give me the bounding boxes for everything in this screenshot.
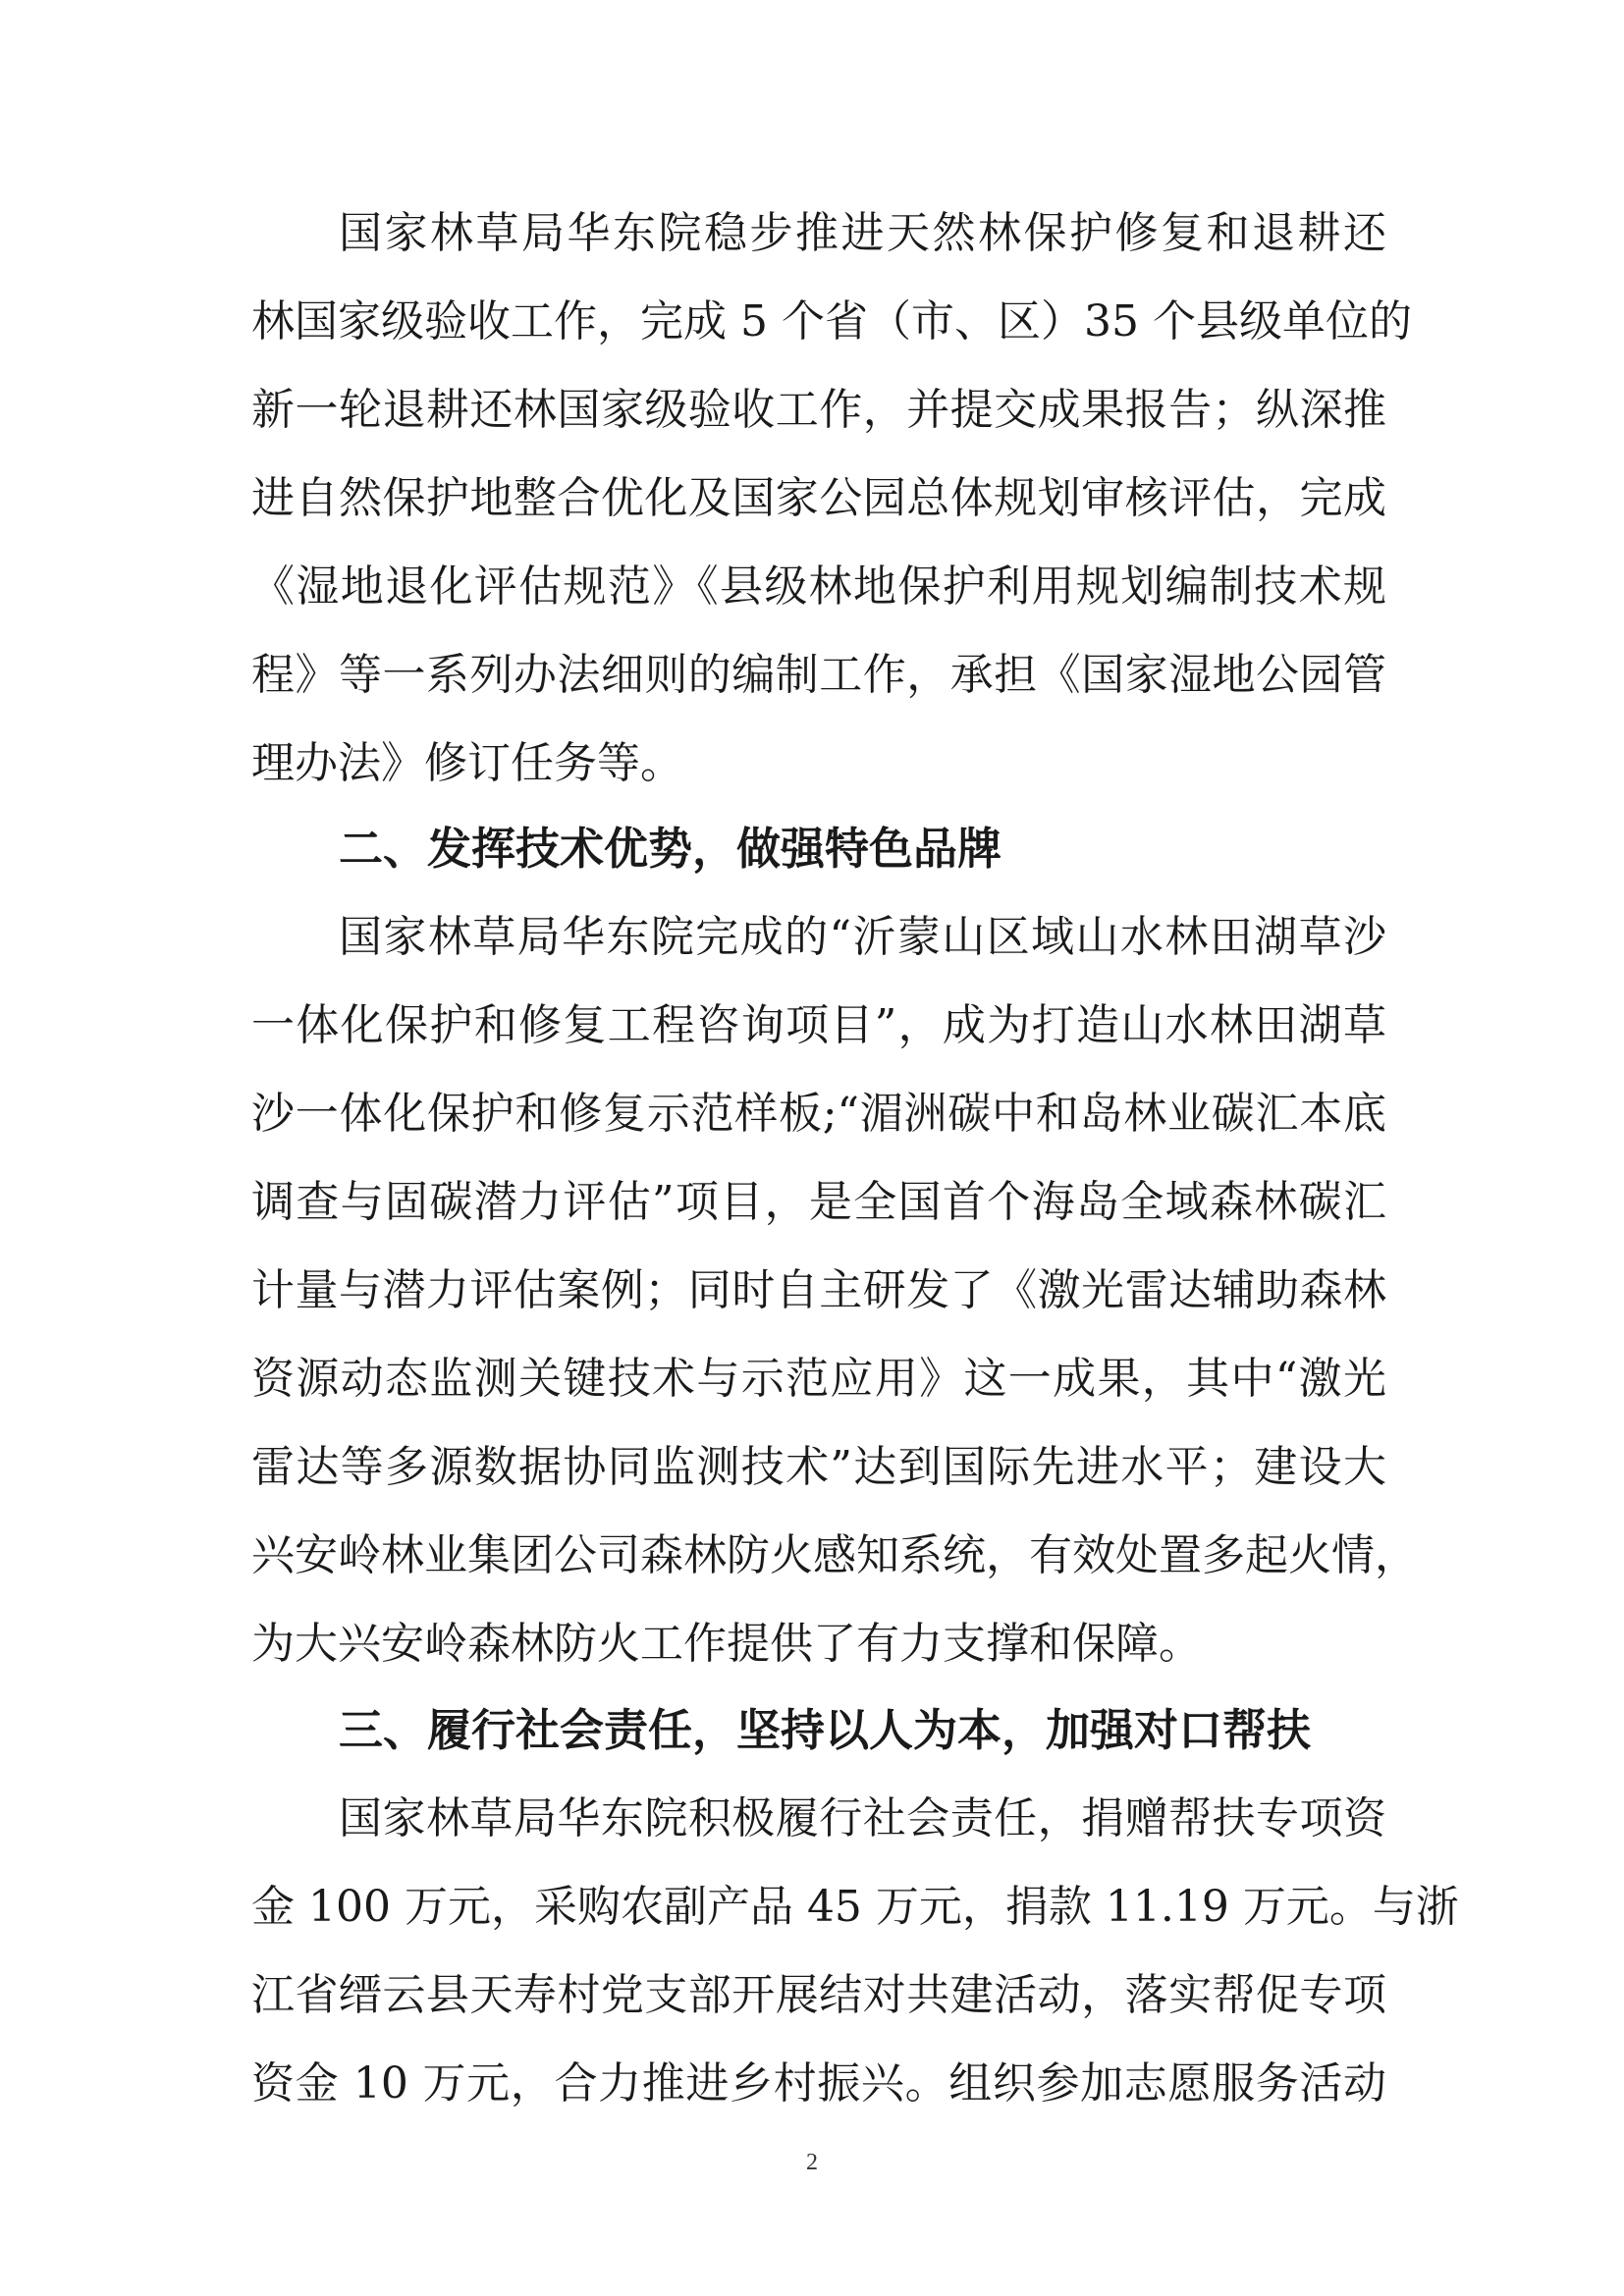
paragraph-2-line-6: 资源动态监测关键技术与示范应用》这一成果，其中“激光 — [251, 1354, 1386, 1404]
paragraph-3-line-1: 国家林草局华东院积极履行社会责任，捐赠帮扶专项资 — [339, 1793, 1386, 1843]
paragraph-2-line-2: 一体化保护和修复工程咨询项目”，成为打造山水林田湖草 — [251, 1000, 1386, 1050]
paragraph-1-line-1: 国家林草局华东院稳步推进天然林保护修复和退耕还 — [339, 208, 1386, 258]
paragraph-1-line-4: 进自然保护地整合优化及国家公园总体规划审核评估，完成 — [251, 473, 1386, 523]
paragraph-2-line-9: 为大兴安岭森林防火工作提供了有力支撑和保障。 — [251, 1619, 1202, 1669]
section-heading-2: 二、发挥技术优势，做强特色品牌 — [339, 823, 1002, 875]
section-heading-3: 三、履行社会责任，坚持以人为本，加强对口帮扶 — [339, 1704, 1312, 1756]
paragraph-3-line-3: 江省缙云县天寿村党支部开展结对共建活动，落实帮促专项 — [251, 1970, 1386, 2020]
page-number: 2 — [806, 2150, 818, 2175]
paragraph-2-line-4: 调查与固碳潜力评估”项目，是全国首个海岛全域森林碳汇 — [251, 1177, 1386, 1227]
paragraph-2-line-5: 计量与潜力评估案例；同时自主研发了《激光雷达辅助森林 — [251, 1265, 1386, 1315]
paragraph-2-line-7: 雷达等多源数据协同监测技术”达到国际先进水平；建设大 — [251, 1442, 1386, 1492]
paragraph-3-line-2: 金 100 万元，采购农副产品 45 万元，捐款 11.19 万元。与浙 — [251, 1882, 1459, 1932]
paragraph-1-line-3: 新一轮退耕还林国家级验收工作，并提交成果报告；纵深推 — [251, 385, 1386, 435]
paragraph-1-line-6: 程》等一系列办法细则的编制工作，承担《国家湿地公园管 — [251, 650, 1386, 700]
paragraph-2-line-8: 兴安岭林业集团公司森林防火感知系统，有效处置多起火情， — [251, 1530, 1418, 1580]
paragraph-2-line-3: 沙一体化保护和修复示范样板;“湄洲碳中和岛林业碳汇本底 — [251, 1089, 1386, 1139]
paragraph-1-line-7: 理办法》修订任务等。 — [251, 738, 683, 788]
paragraph-1-line-5: 《湿地退化评估规范》《县级林地保护利用规划编制技术规 — [251, 561, 1386, 612]
paragraph-3-line-4: 资金 10 万元，合力推进乡村振兴。组织参加志愿服务活动 — [251, 2058, 1386, 2109]
paragraph-2-line-1: 国家林草局华东院完成的“沂蒙山区域山水林田湖草沙 — [339, 912, 1386, 962]
paragraph-1-line-2: 林国家级验收工作，完成 5 个省（市、区）35 个县级单位的 — [251, 296, 1412, 347]
